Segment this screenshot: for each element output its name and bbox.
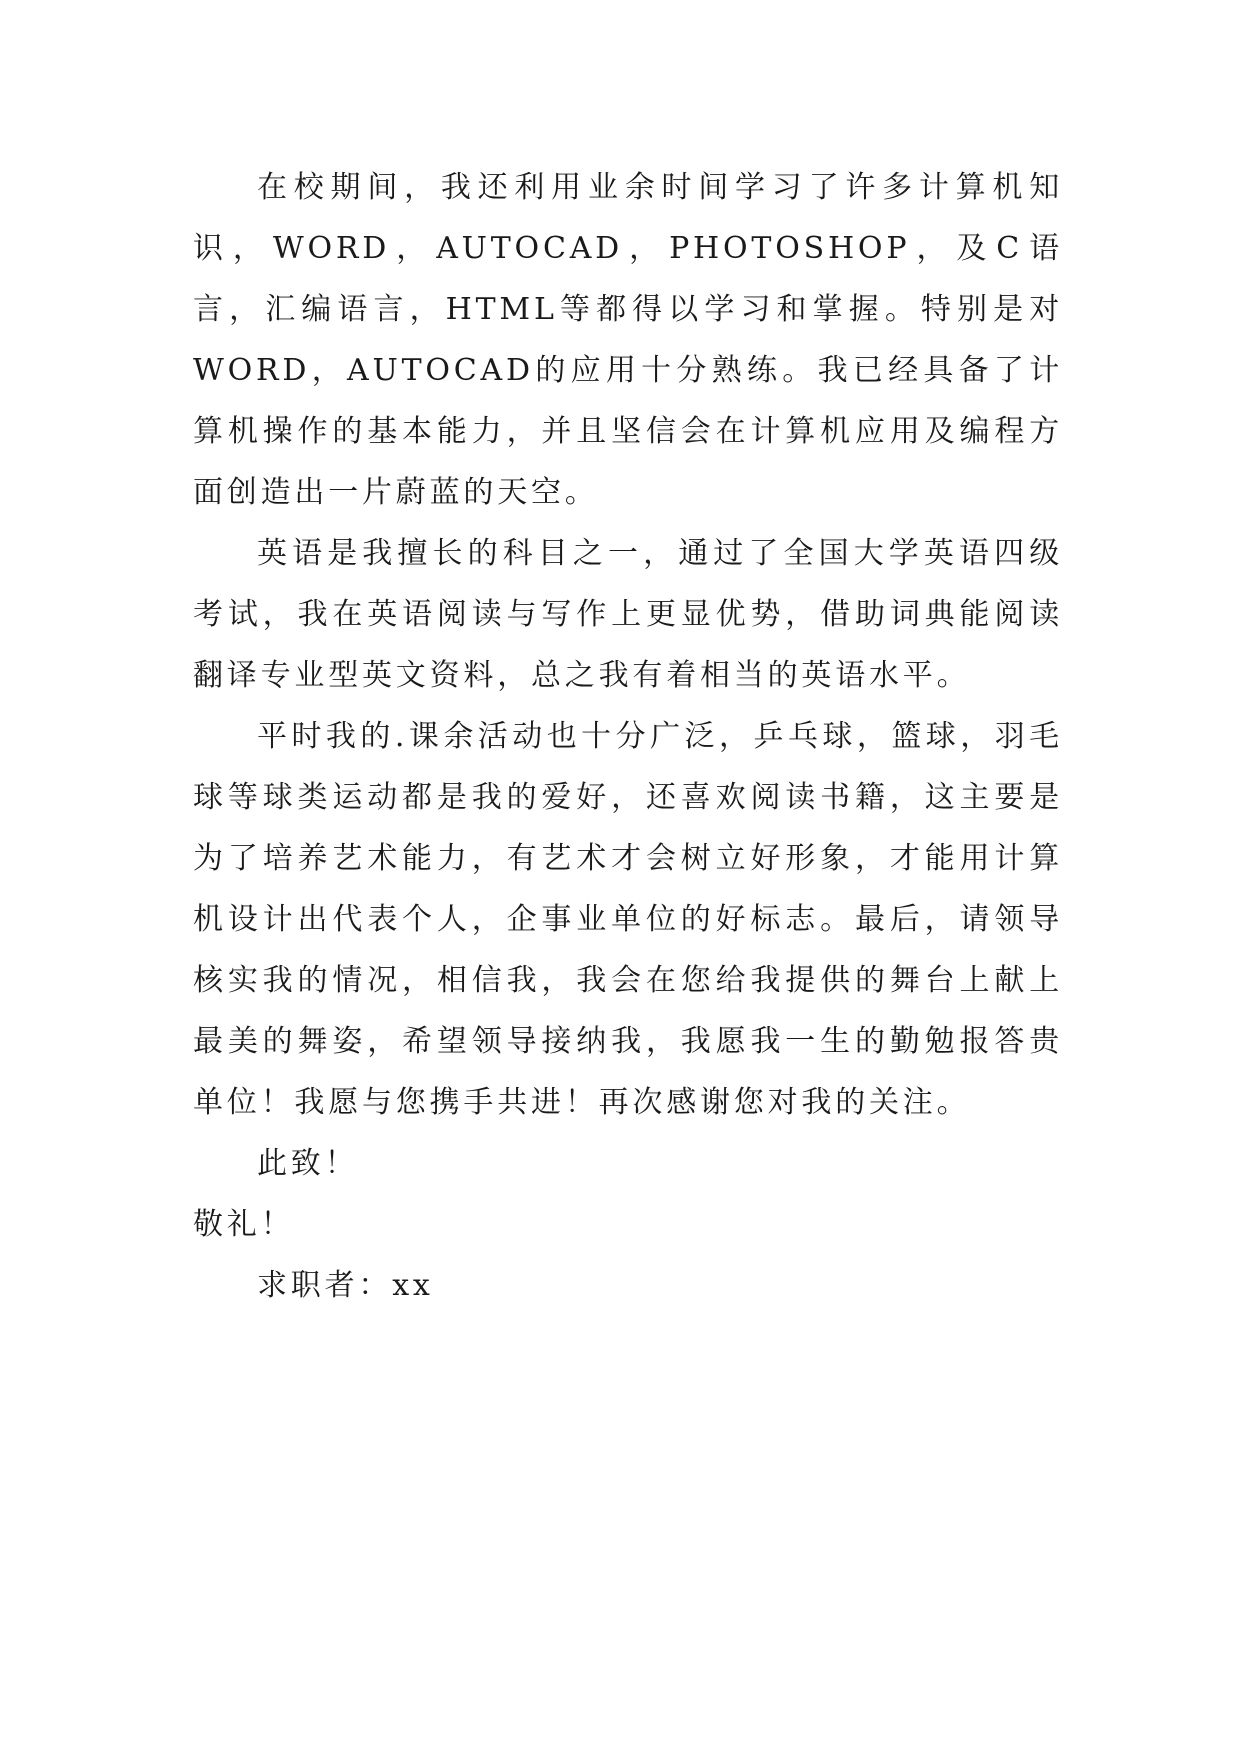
letter-body xyxy=(193,157,1063,1316)
paragraph-computer-skills: 在校期间，我还利用业余时间学习了许多计算机知识，WORD，AUTOCAD，PHOTOSHOP，及C语言，汇编语言，HTML等都得以学习和掌握。特别是对WORD，AUTOCAD的应用十分熟练。我已经具备了计算机操作的基本能力，并且坚信会在计算机应用及编程方面创造出一片蔚蓝的天空。 xyxy=(193,170,1063,510)
signature-line: 求职者：xx xyxy=(257,1268,434,1303)
closing-line: 此致！ xyxy=(257,1146,359,1181)
paragraph-english-skills: 英语是我擅长的科目之一，通过了全国大学英语四级考试，我在英语阅读与写作上更显优势，借助词典能阅读翻译专业型英文资料，总之我有着相当的英语水平。 xyxy=(193,536,1063,693)
salutation-line: 敬礼！ xyxy=(193,1207,295,1242)
paragraph-hobbies: 平时我的.课余活动也十分广泛，乒乓球，篮球，羽毛球等球类运动都是我的爱好，还喜欢阅读书籍，这主要是为了培养艺术能力，有艺术才会树立好形象，才能用计算机设计出代表个人，企事业单位的好标志。最后，请领导核实我的情况，相信我，我会在您给我提供的舞台上献上最美的舞姿，希望领导接纳我，我愿我一生的勤勉报答贵单位！我愿与您携手共进！再次感谢您对我的关注。 xyxy=(193,719,1063,1120)
